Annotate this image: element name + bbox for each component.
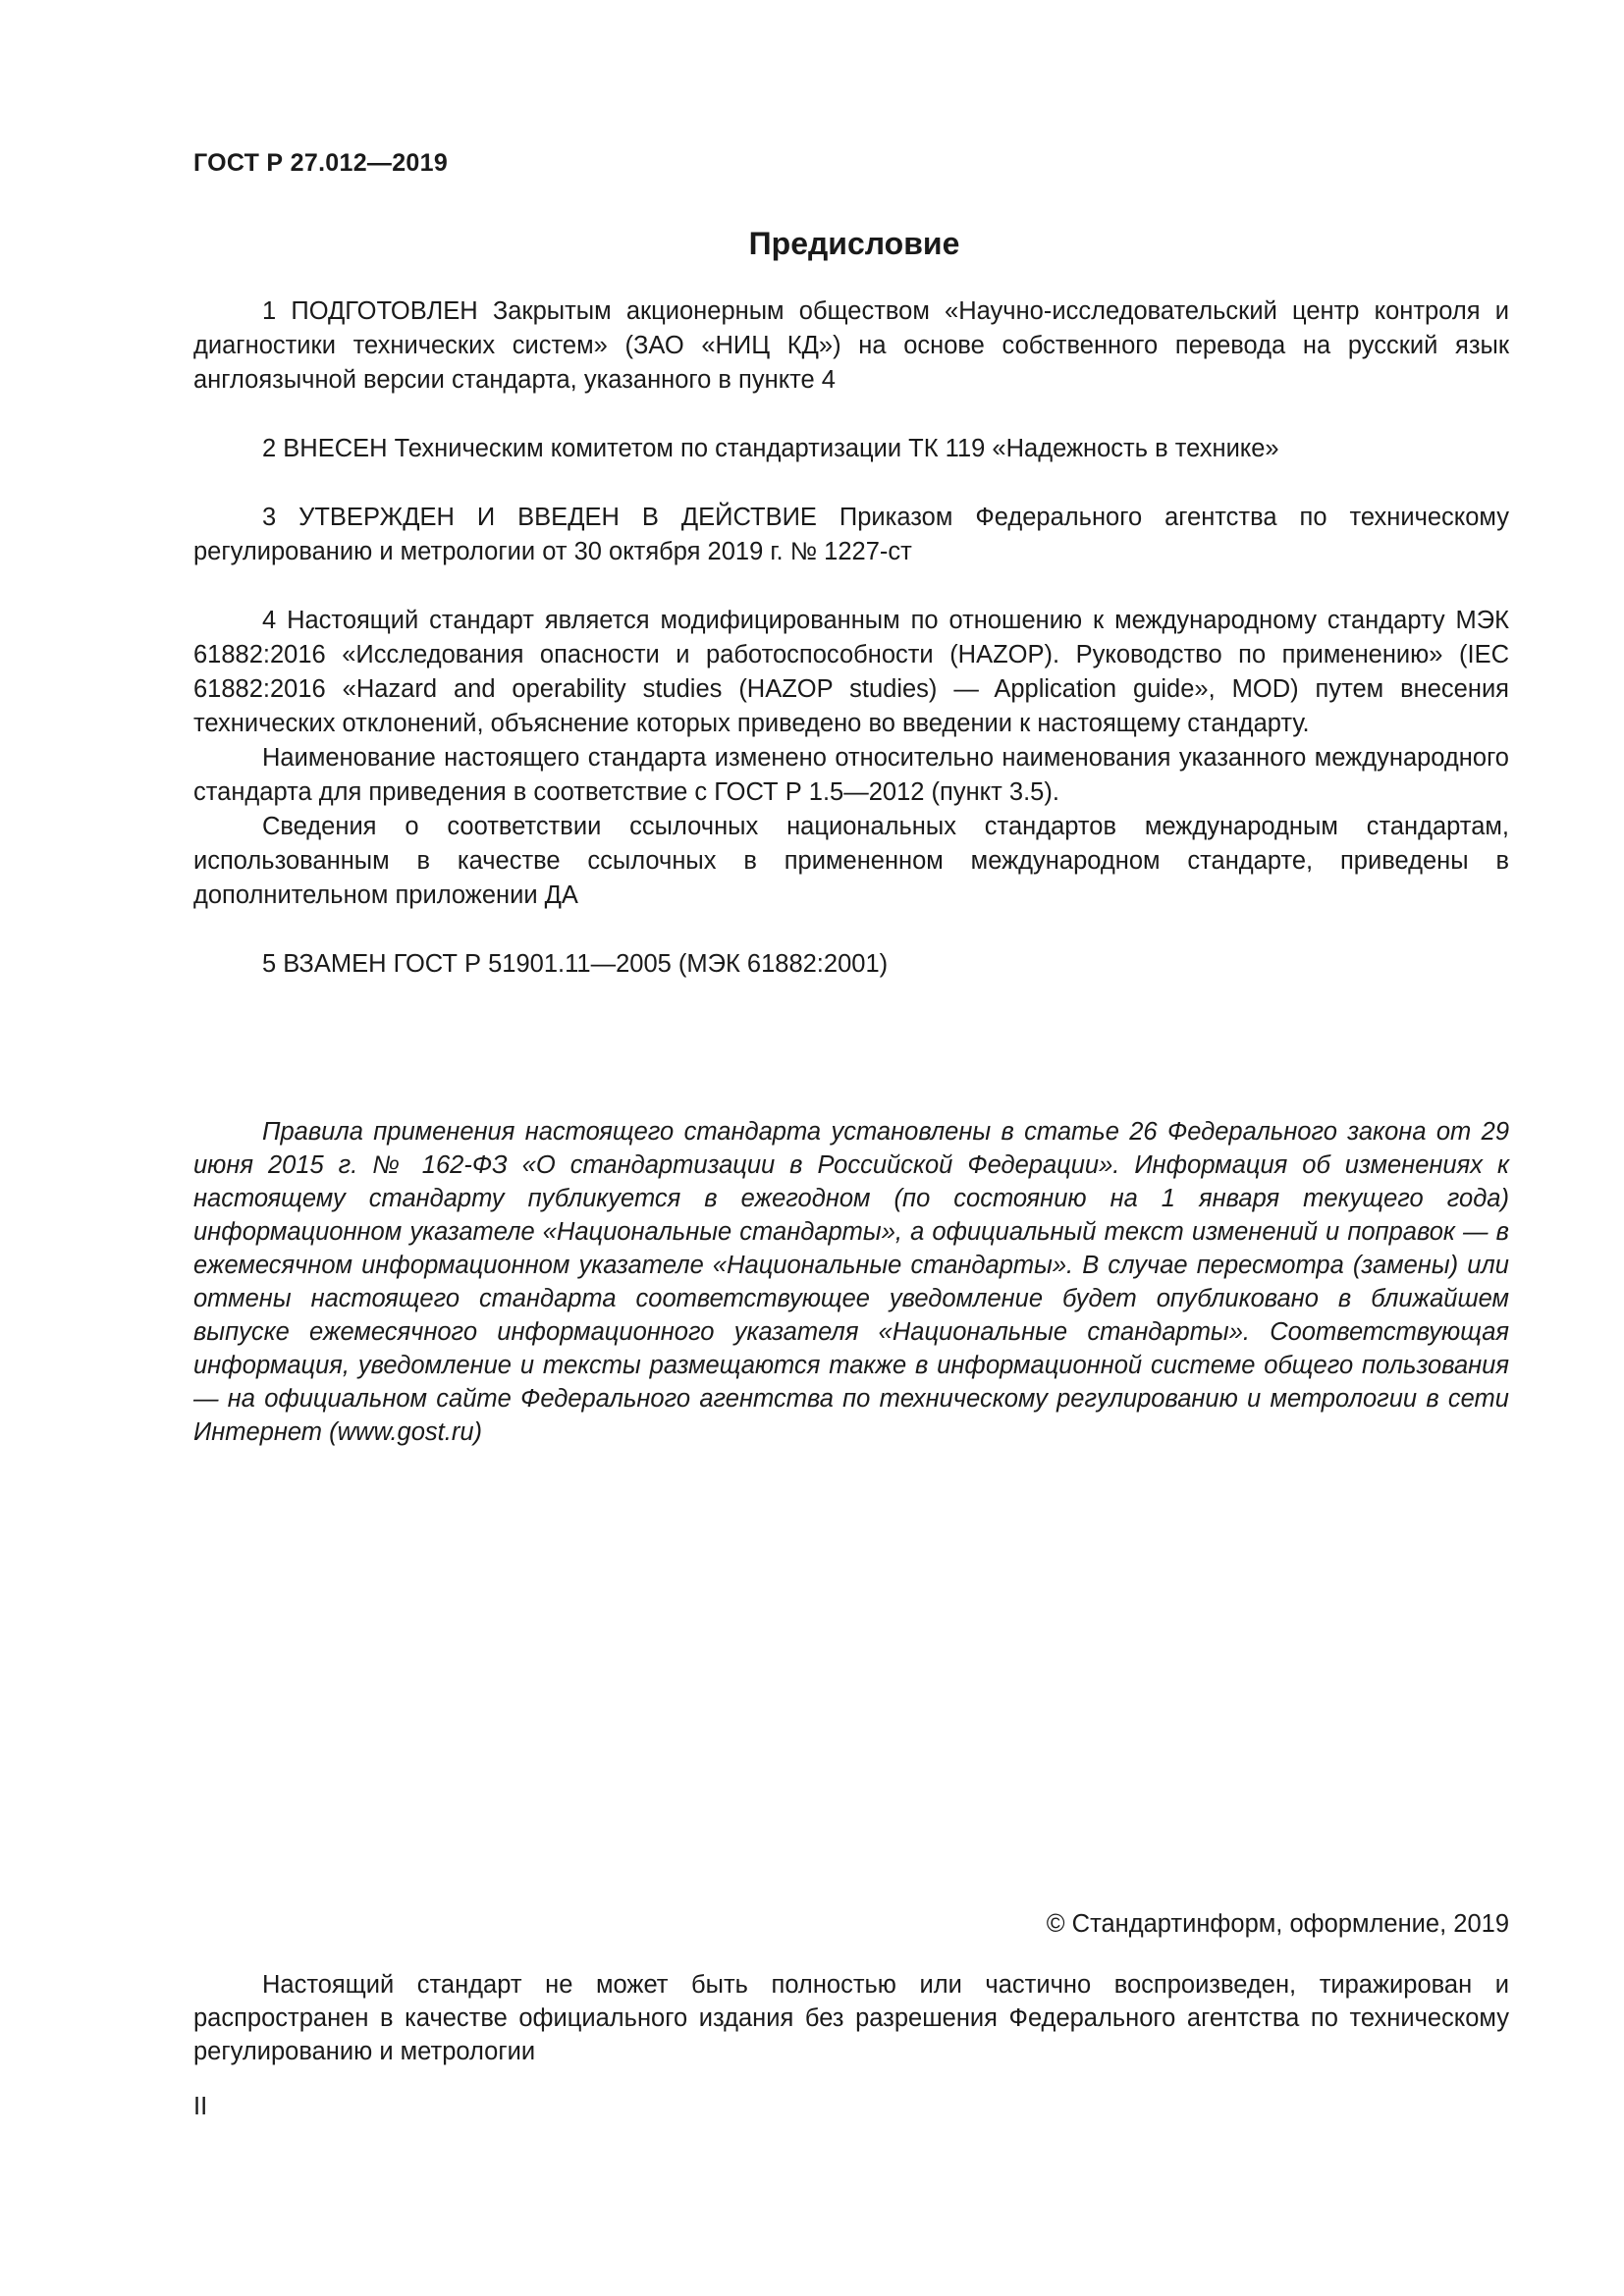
reproduction-notice-block — [193, 1968, 1509, 2068]
foreword-item-2: 2 ВНЕСЕН Техническим комитетом по стандартизации ТК 119 «Надежность в технике» — [262, 435, 1279, 462]
reproduction-notice: Настоящий стандарт не может быть полностью или частично воспроизведен, тиражирован и распространен в качестве официального издания без разрешения Федерального агентства по техническому регулированию и метрологии — [193, 1971, 1509, 2065]
foreword-item-1: 1 ПОДГОТОВЛЕН Закрытым акционерным обществом «Научно-исследовательский центр контроля и диагностики технических систем» (ЗАО «НИЦ КД») на основе собственного перевода на русский язык англоязычной версии стандарта, указанного в пункте 4 — [193, 297, 1509, 394]
foreword-item-3: 3 УТВЕРЖДЕН И ВВЕДЕН В ДЕЙСТВИЕ Приказом Федерального агентства по техническому регулированию и метрологии от 30 октября 2019 г. № 1227-ст — [193, 504, 1509, 565]
rules-notice-block — [193, 1115, 1509, 1449]
foreword-body — [193, 294, 1509, 982]
foreword-item-4-title-note: Наименование настоящего стандарта изменено относительно наименования указанного международного стандарта для приведения в соответствие с ГОСТ Р 1.5—2012 (пункт 3.5). — [193, 744, 1509, 806]
rules-notice: Правила применения настоящего стандарта установлены в статье 26 Федерального закона от 29 июня 2015 г. № 162-ФЗ «О стандартизации в Российской Федерации». Информация об изменениях к настоящему стандарту публикуется в ежегодном (по состоянию на 1 января текущего года) информационном указателе «Национальные стандарты», а официальный текст изменений и поправок — в ежемесячном информационном указателе «Национальные стандарты». В случае пересмотра (замены) или отмены настоящего стандарта соответствующее уведомление будет опубликовано в ближайшем выпуске ежемесячного информационного указателя «Национальные стандарты». Соответствующая информация, уведомление и тексты размещаются также в информационной системе общего пользования — на официальном сайте Федерального агентства по техническому регулированию и метрологии в сети Интернет (www.gost.ru) — [193, 1118, 1509, 1446]
copyright-line: © Стандартинформ, оформление, 2019 — [1046, 1910, 1509, 1938]
page-heading: Предисловие — [748, 226, 960, 261]
foreword-item-4: 4 Настоящий стандарт является модифицированным по отношению к международному стандарту МЭК 61882:2016 «Исследования опасности и работоспособности (HAZOP). Руководство по применению» (IEC 61882:2016 «Hazard and operability studies (HAZOP studies) — Application guide», MOD) путем внесения технических отклонений, объяснение которых приведено во введении к настоящему стандарту. — [193, 607, 1509, 737]
foreword-item-4-references-note: Сведения о соответствии ссылочных национальных стандартов международным стандартам, использованным в качестве ссылочных в примененном международном стандарте, приведены в дополнительном приложении ДА — [193, 813, 1509, 909]
page-number: II — [193, 2093, 208, 2120]
foreword-item-5: 5 ВЗАМЕН ГОСТ Р 51901.11—2005 (МЭК 61882:2001) — [262, 950, 889, 978]
document-code: ГОСТ Р 27.012—2019 — [193, 149, 449, 177]
